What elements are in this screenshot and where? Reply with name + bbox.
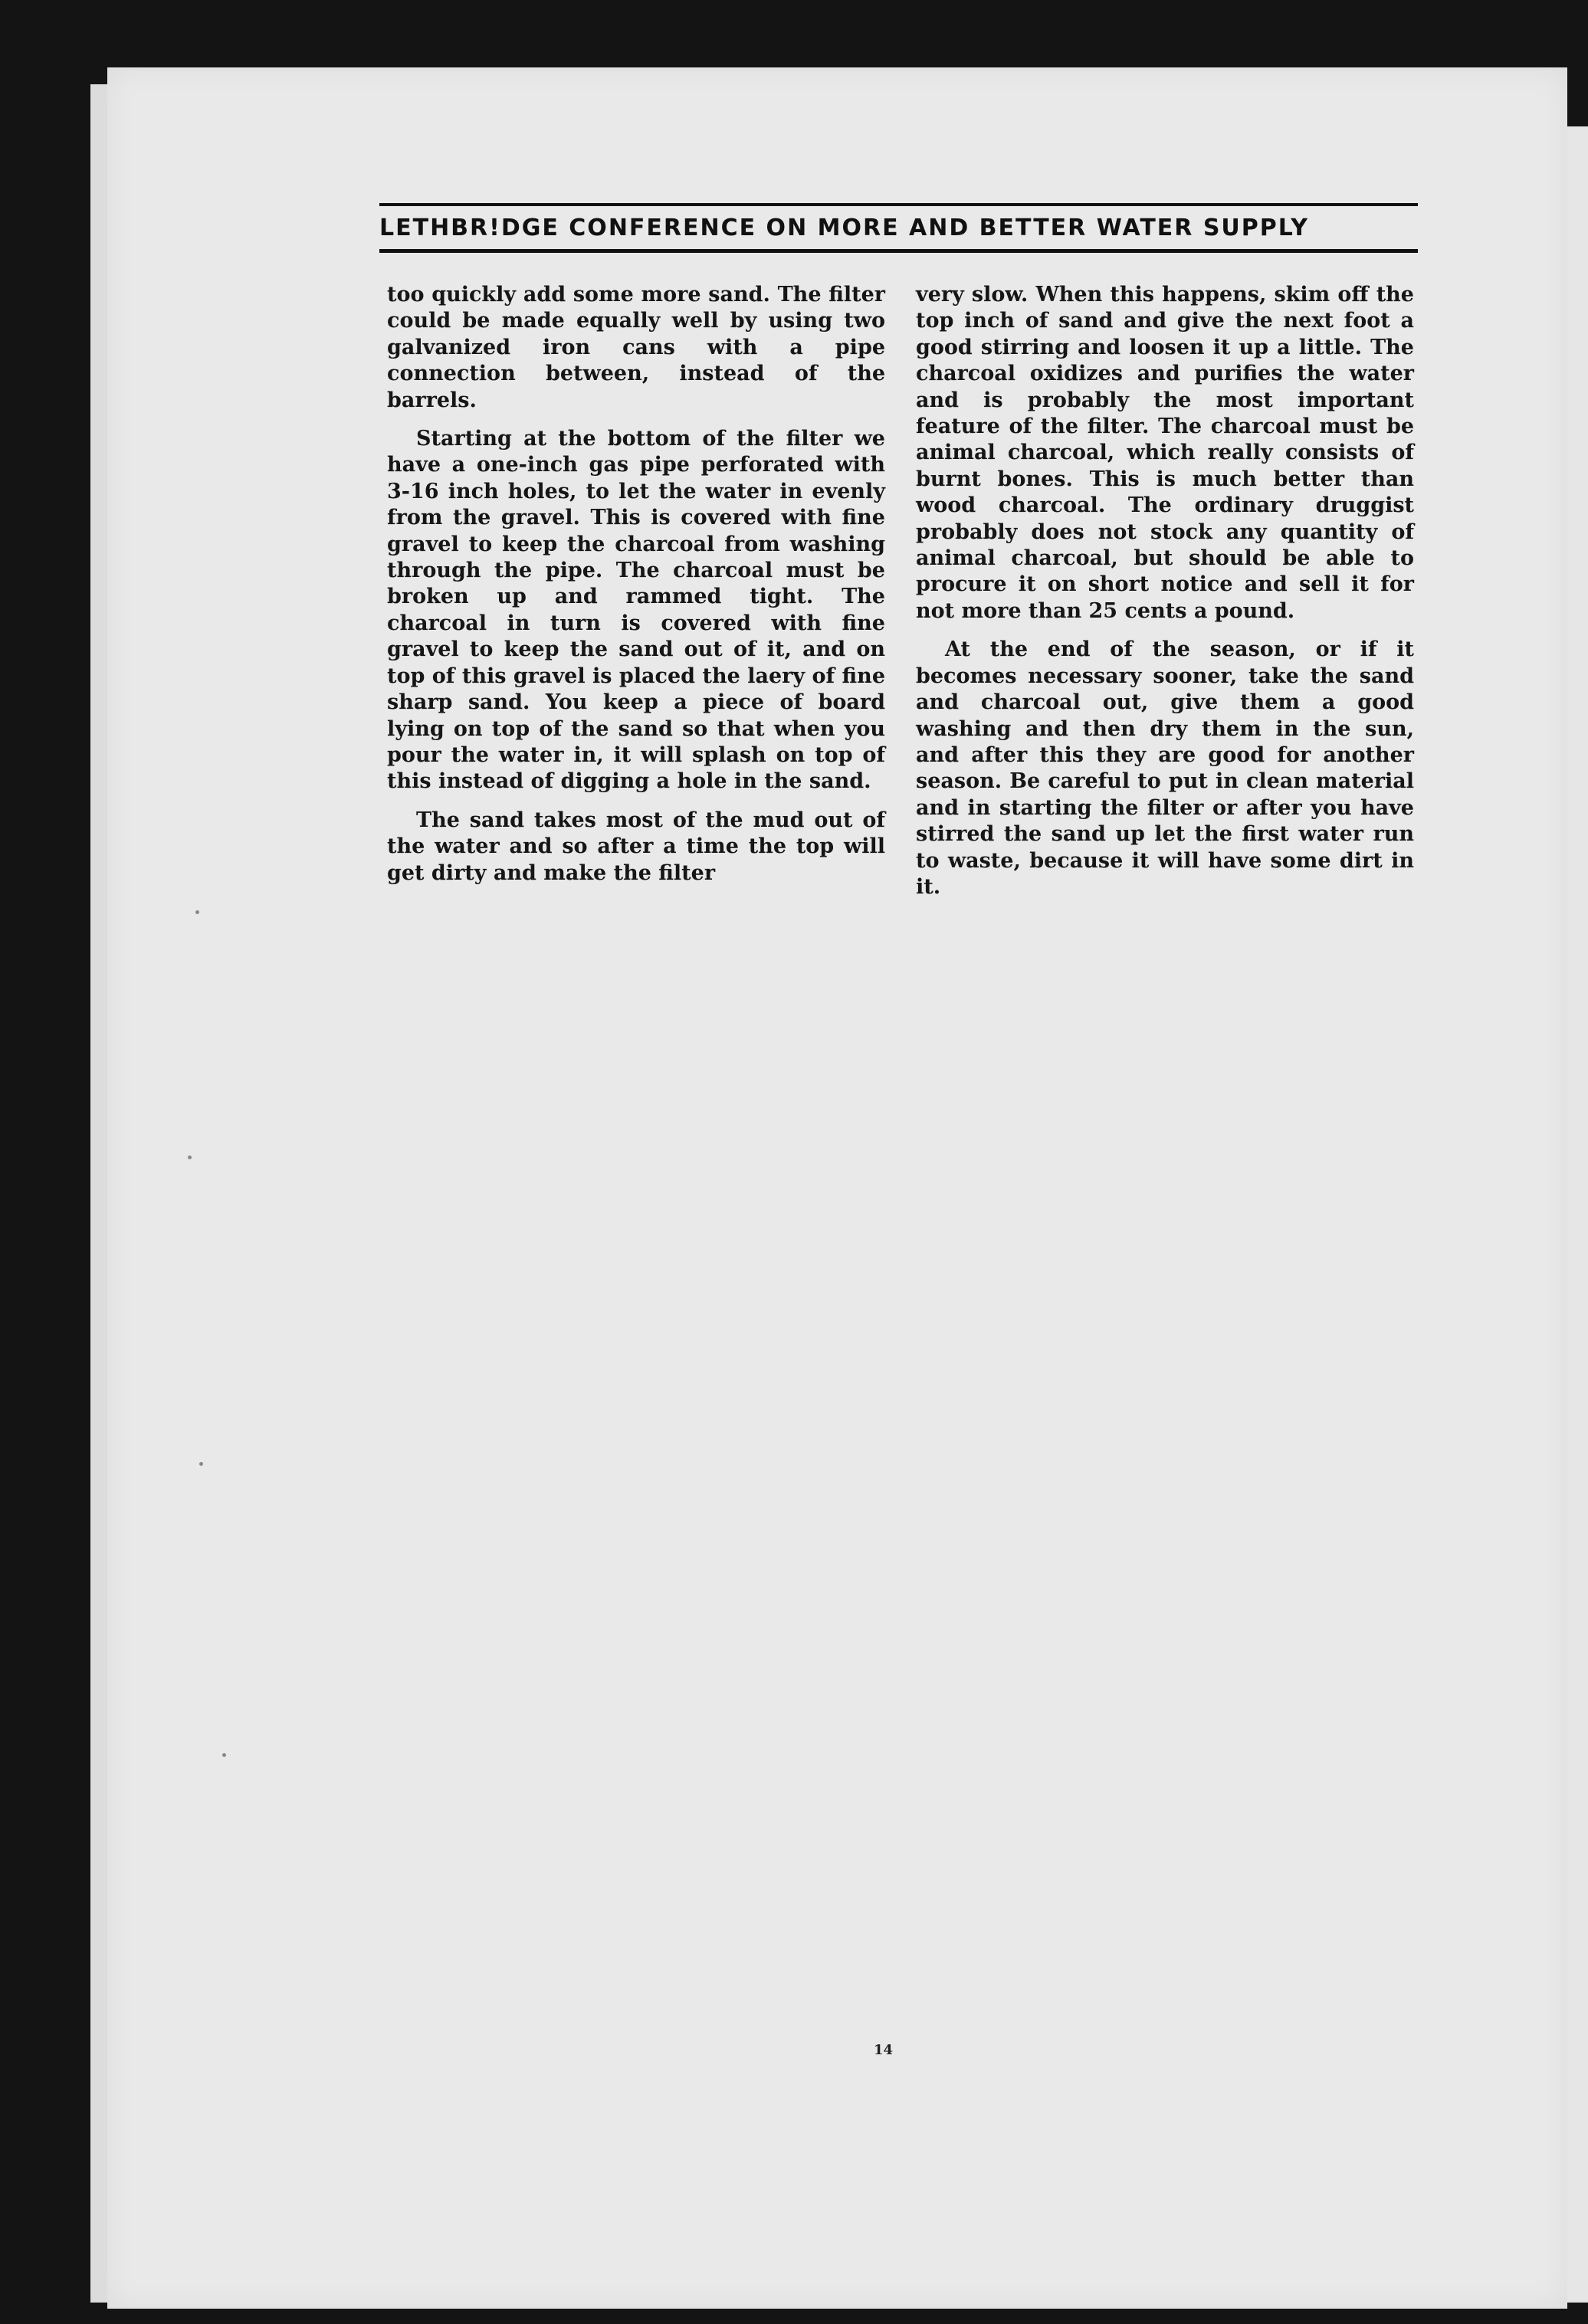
- right-column: [916, 282, 1414, 913]
- paper-speck: [222, 1753, 226, 1757]
- paragraph: very slow. When this happens, skim off the top inch of sand and give the next foot a good stirring and loosen it up a little. The charcoal oxidizes and purifies the water and is probably the most important feature of the filter. The charcoal must be animal charcoal, which really consists of burnt bones. This is much better than wood charcoal. The ordinary druggist probably does not stock any quantity of animal charcoal, but should be able to procure it on short notice and sell it for not more than 25 cents a pound.: [916, 283, 1414, 623]
- running-header: [379, 203, 1418, 253]
- page-number: 14: [874, 2042, 894, 2058]
- paper-speck: [199, 1462, 203, 1466]
- paper-speck: [195, 910, 199, 914]
- paragraph: too quickly add some more sand. The filter could be made equally well by using two galvanized iron cans with a pipe connection between, instead of the barrels.: [387, 283, 885, 412]
- paragraph: Starting at the bottom of the filter we have a one-inch gas pipe perforated with 3-16 inch holes, to let the water in evenly from the gravel. This is covered with fine gravel to keep the charcoal from washing through the pipe. The charcoal must be broken up and rammed tight. The charcoal in turn is covered with fine gravel to keep the sand out of it, and on top of this gravel is placed the laery of fine sharp sand. You keep a piece of board lying on top of the sand so that when you pour the water in, it will splash on top of this instead of digging a hole in the sand.: [387, 427, 885, 794]
- paper-speck: [188, 1155, 192, 1159]
- header-bottom-rule: [379, 249, 1418, 253]
- header-top-rule: [379, 203, 1418, 206]
- paragraph: The sand takes most of the mud out of the water and so after a time the top will get dirty and make the filter: [387, 808, 885, 885]
- running-title: LETHBR!DGE CONFERENCE ON MORE AND BETTER WATER SUPPLY: [379, 215, 1309, 241]
- left-column: [387, 282, 885, 899]
- paragraph: At the end of the season, or if it becomes necessary sooner, take the sand and charcoal out, give them a good washing and then dry them in the sun, and after this they are good for another season. Be careful to put in clean material and in starting the filter or after you have stirred the sand up let the first water run to waste, because it will have some dirt in it.: [916, 638, 1414, 899]
